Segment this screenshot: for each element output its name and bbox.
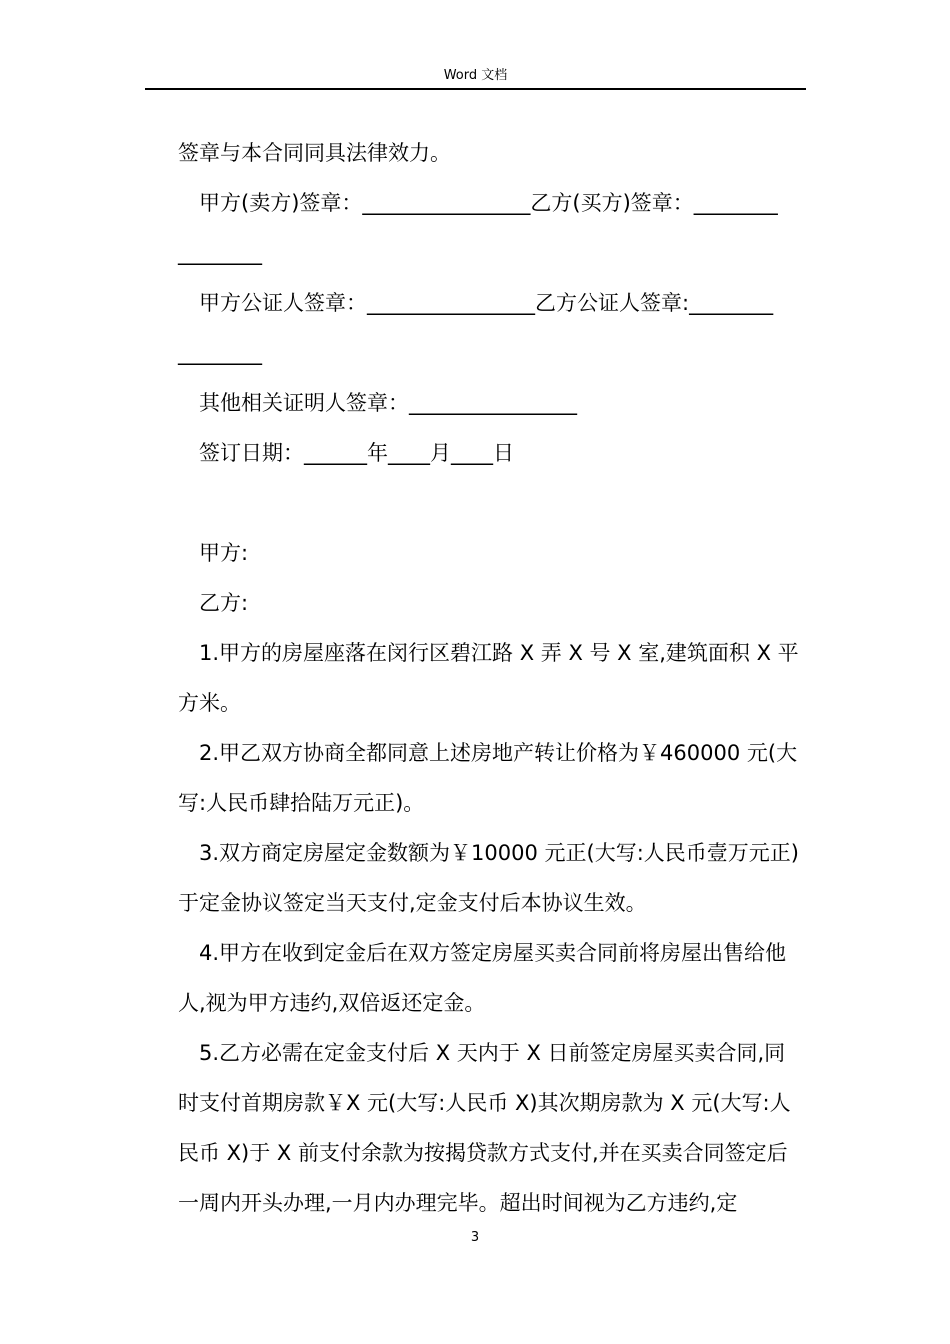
- clause-5: 5.乙方必需在定金支付后 X 天内于 X 日前签定房屋买卖合同,同时支付首期房款￥X 元(大写:人民币 X)其次期房款为 X 元(大写:人民币 X)于 X 前支付余款为按揭贷款方式支付,并在买卖合同签定后一周内开头办理,一月内办理完毕。超出时间视为乙方违约,定: [178, 1041, 791, 1215]
- clause-1: 1.甲方的房屋座落在闵行区碧江路 X 弄 X 号 X 室,建筑面积 X 平方米。: [178, 641, 799, 715]
- party-b-line: 乙方:: [199, 591, 249, 615]
- signing-date-line: 签订日期：______年____月____日: [199, 441, 514, 465]
- party-a-line: 甲方:: [199, 541, 249, 565]
- document-header: [145, 68, 806, 90]
- witness-signature-line: 其他相关证明人签章：________________: [199, 391, 577, 415]
- clause-3: 3.双方商定房屋定金数额为￥10000 元正(大写:人民币壹万元正)于定金协议签定当天支付,定金支付后本协议生效。: [178, 841, 799, 915]
- clause-4: 4.甲方在收到定金后在双方签定房屋买卖合同前将房屋出售给他人,视为甲方违约,双倍返还定金。: [178, 941, 787, 1015]
- clause-2: 2.甲乙双方协商全都同意上述房地产转让价格为￥460000 元(大写:人民币肆拾陆万元正)。: [178, 741, 798, 815]
- signature-continuation-line-1: ________: [178, 241, 262, 265]
- page-number-text: 3: [470, 1230, 480, 1245]
- paragraph-line-1: 签章与本合同同具法律效力。: [178, 141, 451, 165]
- document-body: [178, 128, 806, 1228]
- header-title: Word 文档: [443, 68, 508, 83]
- page-number: [0, 1230, 950, 1246]
- notary-signature-line: 甲方公证人签章：________________乙方公证人签章:________: [199, 291, 774, 315]
- blank-spacer: [178, 478, 806, 528]
- signature-continuation-line-2: ________: [178, 341, 262, 365]
- seller-buyer-signature-line: 甲方(卖方)签章：________________乙方(买方)签章：________: [199, 191, 778, 215]
